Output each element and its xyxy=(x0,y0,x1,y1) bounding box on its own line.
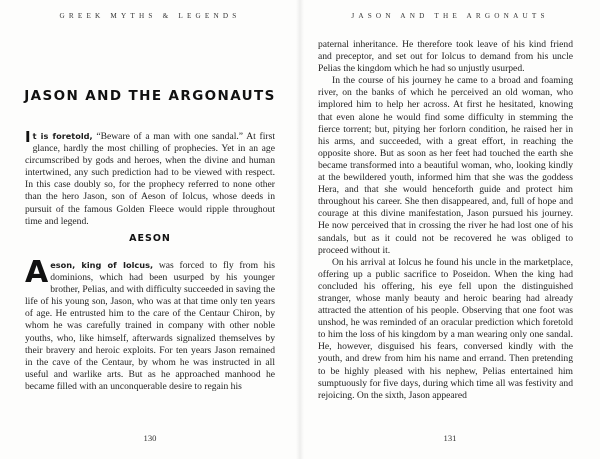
right-body xyxy=(318,39,573,402)
intro-dropcap: I xyxy=(25,128,31,146)
aeson-body: was forced to fly from his dominions, which had been usurped by his younger brother, Pelias, and with difficulty succeeded in saving the life of his young son, Jason, who was at that time only ten years of age. He entrusted him to the care of the Centaur Chiron, by whom he was carefully trained in company with other noble youths, who, like himself, afterwards signalized themselves by their bravery and heroic exploits. For ten years Jason remained in the cave of the Centaur, by whom he was instructed in all useful and warlike arts. But as he approached manhood he became filled with an unconquerable desire to regain his xyxy=(25,260,275,392)
page-number-left: 130 xyxy=(143,433,157,443)
page-number-right: 131 xyxy=(443,433,457,443)
section-title-aeson: AESON xyxy=(129,233,171,244)
chapter-title: JASON AND THE ARGONAUTS xyxy=(24,88,276,104)
right-paragraph: paternal inheritance. He therefore took leave of his kind friend and preceptor, and set out for Iolcus to demand from his uncle Pelias the kingdom which he had so unjustly usurped. xyxy=(318,39,573,75)
aeson-lead: eson, king of Iolcus, xyxy=(50,260,154,270)
aeson-text xyxy=(25,255,275,393)
intro-text xyxy=(25,130,275,228)
intro-paragraph xyxy=(25,130,275,228)
right-page xyxy=(300,0,600,459)
right-paragraph: In the course of his journey he came to a broad and foaming river, on the banks of which he perceived an old woman, who implored him to help her across. At first he hesitated, knowing that even alone he would find some difficulty in stemming the fierce torrent; but, pitying her forlorn condition, he raised her in his arms, and succeeded, with a great effort, in reaching the opposite shore. But as soon as her feet had touched the earth she became transformed into a beautiful woman, who, looking kindly at the bewildered youth, informed him that she was the goddess Hera, and that she would henceforth guide and protect him throughout his career. She then disappeared, and, full of hope and courage at this divine manifestation, Jason pursued his journey. He now perceived that in crossing the river he had lost one of his sandals, but as it could not be recovered he was obliged to proceed without it. xyxy=(318,75,573,256)
running-head-left: GREEK MYTHS & LEGENDS xyxy=(59,12,241,20)
right-paragraph: On his arrival at Iolcus he found his uncle in the marketplace, offering up a public sacrifice to Poseidon. When the king had concluded his offering, his eye fell upon the distinguished stranger, whose manly beauty and heroic bearing had already attracted the attention of his people. Observing that one foot was unshod, he was reminded of an oracular prediction which foretold to him the loss of his kingdom by a man wearing only one sandal. He, however, disguised his fears, conversed kindly with the youth, and drew from him his name and errand. Then pretending to be highly pleased with his nephew, Pelias entertained him sumptuously for five days, during which time all was festivity and rejoicing. On the sixth, Jason appeared xyxy=(318,256,573,401)
running-head-right: JASON AND THE ARGONAUTS xyxy=(351,12,549,20)
aeson-paragraph xyxy=(25,255,275,393)
aeson-dropcap: A xyxy=(25,255,49,290)
intro-body: “Beware of a man with one sandal.” At first glance, hardly the most chilling of prophecies. Yet in an age circumscribed by gods and heroes, when the divine and human intertwined, any such prediction had to be viewed with respect. In this case doubly so, for the prophecy referred to none other than the hero Jason, son of Aeson of Iolcus, whose deeds in pursuit of the famous Golden Fleece would ripple throughout time and legend. xyxy=(25,131,276,227)
intro-lead: t is foretold, xyxy=(32,131,93,141)
